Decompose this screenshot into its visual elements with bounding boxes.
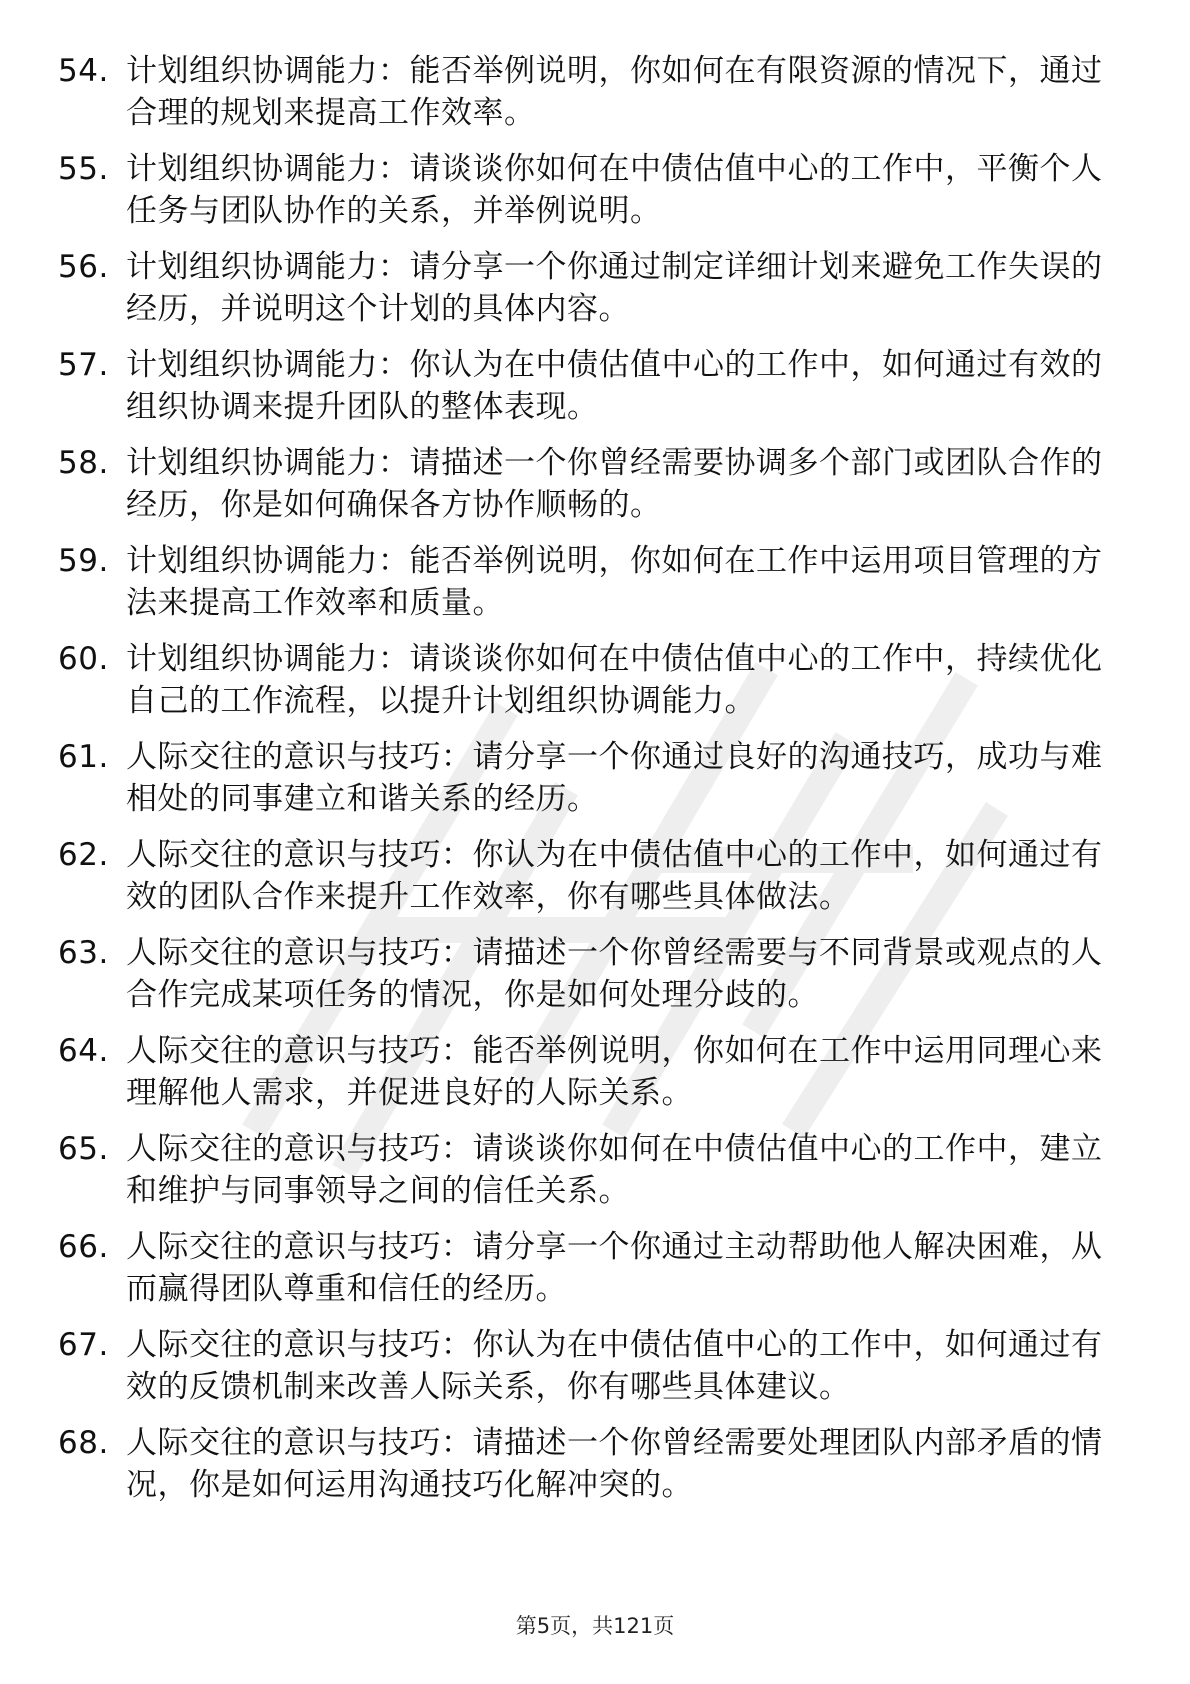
question-number: 64. bbox=[58, 1033, 109, 1069]
question-number: 54. bbox=[58, 53, 109, 89]
question-item bbox=[58, 344, 1118, 428]
question-number: 63. bbox=[58, 935, 109, 971]
question-item bbox=[58, 1030, 1118, 1114]
question-item bbox=[58, 246, 1118, 330]
page-footer bbox=[0, 1612, 1190, 1640]
question-item bbox=[58, 1324, 1118, 1408]
question-item bbox=[58, 442, 1118, 526]
question-number: 56. bbox=[58, 249, 109, 285]
question-text: 计划组织协调能力：请谈谈你如何在中债估值中心的工作中，持续优化自己的工作流程，以提升计划组织协调能力。 bbox=[126, 641, 1103, 719]
question-number: 68. bbox=[58, 1425, 109, 1461]
question-item bbox=[58, 834, 1118, 918]
question-item bbox=[58, 148, 1118, 232]
question-number: 62. bbox=[58, 837, 109, 873]
question-item bbox=[58, 1226, 1118, 1310]
question-item bbox=[58, 540, 1118, 624]
question-text: 计划组织协调能力：请描述一个你曾经需要协调多个部门或团队合作的经历，你是如何确保各方协作顺畅的。 bbox=[126, 445, 1103, 523]
question-text: 人际交往的意识与技巧：请谈谈你如何在中债估值中心的工作中，建立和维护与同事领导之间的信任关系。 bbox=[126, 1131, 1103, 1209]
question-number: 67. bbox=[58, 1327, 109, 1363]
question-number: 60. bbox=[58, 641, 109, 677]
question-text: 计划组织协调能力：能否举例说明，你如何在工作中运用项目管理的方法来提高工作效率和质量。 bbox=[126, 543, 1103, 621]
question-text: 计划组织协调能力：请分享一个你通过制定详细计划来避免工作失误的经历，并说明这个计划的具体内容。 bbox=[126, 249, 1103, 327]
question-number: 58. bbox=[58, 445, 109, 481]
question-item bbox=[58, 50, 1118, 134]
question-text: 人际交往的意识与技巧：你认为在中债估值中心的工作中，如何通过有效的反馈机制来改善人际关系，你有哪些具体建议。 bbox=[126, 1327, 1103, 1405]
question-number: 66. bbox=[58, 1229, 109, 1265]
question-text: 人际交往的意识与技巧：请分享一个你通过主动帮助他人解决困难，从而赢得团队尊重和信任的经历。 bbox=[126, 1229, 1103, 1307]
question-number: 59. bbox=[58, 543, 109, 579]
question-item bbox=[58, 736, 1118, 820]
question-text: 人际交往的意识与技巧：请分享一个你通过良好的沟通技巧，成功与难相处的同事建立和谐关系的经历。 bbox=[126, 739, 1103, 817]
question-number: 57. bbox=[58, 347, 109, 383]
question-text: 计划组织协调能力：你认为在中债估值中心的工作中，如何通过有效的组织协调来提升团队的整体表现。 bbox=[126, 347, 1103, 425]
question-item bbox=[58, 1128, 1118, 1212]
question-text: 人际交往的意识与技巧：请描述一个你曾经需要与不同背景或观点的人合作完成某项任务的情况，你是如何处理分歧的。 bbox=[126, 935, 1103, 1013]
question-text: 人际交往的意识与技巧：请描述一个你曾经需要处理团队内部矛盾的情况，你是如何运用沟通技巧化解冲突的。 bbox=[126, 1425, 1103, 1503]
question-item bbox=[58, 1422, 1118, 1506]
page-number-label: 第5页，共121页 bbox=[515, 1614, 675, 1638]
question-text: 人际交往的意识与技巧：你认为在中债估值中心的工作中，如何通过有效的团队合作来提升工作效率，你有哪些具体做法。 bbox=[126, 837, 1103, 915]
question-item bbox=[58, 638, 1118, 722]
question-text: 计划组织协调能力：能否举例说明，你如何在有限资源的情况下，通过合理的规划来提高工作效率。 bbox=[126, 53, 1103, 131]
question-item bbox=[58, 932, 1118, 1016]
question-number: 61. bbox=[58, 739, 109, 775]
question-number: 55. bbox=[58, 151, 109, 187]
question-list bbox=[58, 50, 1118, 1520]
question-text: 人际交往的意识与技巧：能否举例说明，你如何在工作中运用同理心来理解他人需求，并促进良好的人际关系。 bbox=[126, 1033, 1103, 1111]
question-text: 计划组织协调能力：请谈谈你如何在中债估值中心的工作中，平衡个人任务与团队协作的关系，并举例说明。 bbox=[126, 151, 1103, 229]
question-number: 65. bbox=[58, 1131, 109, 1167]
